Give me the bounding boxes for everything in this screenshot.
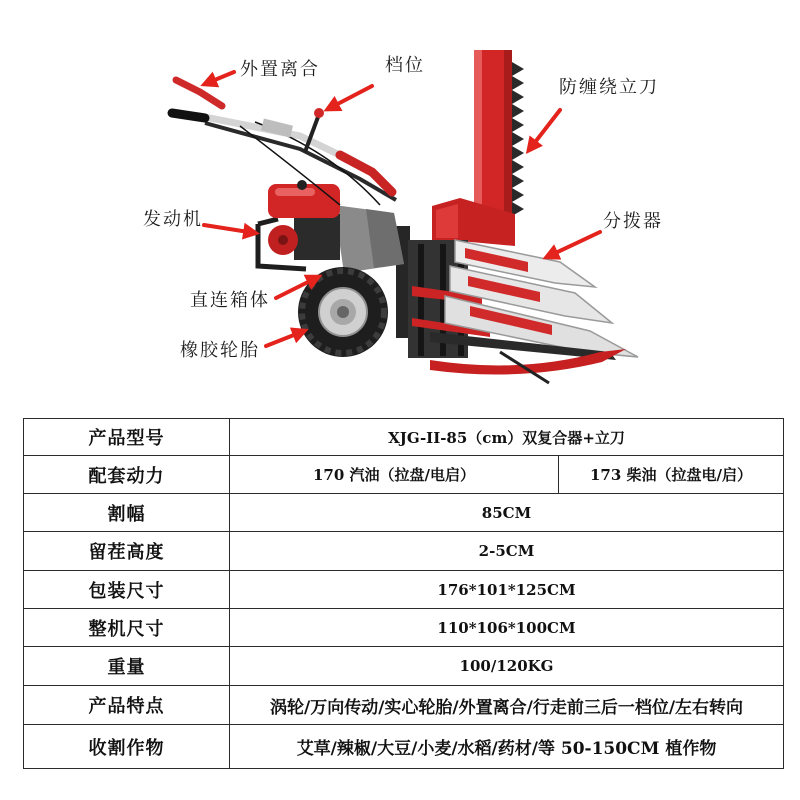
handle-grip (172, 113, 205, 118)
vertical-blade-shadow (504, 50, 512, 232)
engine (258, 180, 340, 269)
spec-value: 2-5CM (230, 532, 784, 571)
clutch-lever (176, 80, 222, 106)
spec-value: 176*101*125CM (230, 571, 784, 609)
spec-label: 割幅 (24, 494, 230, 532)
arrow-crop-divider (547, 232, 600, 257)
spec-label: 配套动力 (24, 456, 230, 494)
chain-bar (418, 244, 424, 356)
spec-row-cutting-width (24, 494, 784, 532)
spec-label: 整机尺寸 (24, 609, 230, 647)
spec-value: 85CM (230, 494, 784, 532)
spec-value: 100/120KG (230, 647, 784, 686)
callout-crop-divider: 分拨器 (603, 211, 663, 232)
recoil-starter-center (278, 235, 288, 245)
gear-lever-knob (314, 108, 324, 118)
arrow-external-clutch (205, 72, 234, 84)
callout-vertical-blade: 防缠绕立刀 (559, 77, 659, 98)
spec-value: 110*106*100CM (230, 609, 784, 647)
spec-label: 留茬高度 (24, 532, 230, 571)
spec-row-features (24, 686, 784, 725)
wheel-hub (337, 306, 349, 318)
spec-row-power (24, 456, 784, 494)
callout-external-clutch: 外置离合 (240, 59, 320, 80)
callout-rubber-tire: 橡胶轮胎 (180, 340, 260, 361)
callout-gear-position: 档位 (385, 55, 425, 76)
arrow-vertical-blade (529, 110, 560, 150)
spec-label: 包装尺寸 (24, 571, 230, 609)
fuel-cap (297, 180, 307, 190)
spec-row-model (24, 419, 784, 456)
spec-row-weight (24, 647, 784, 686)
fuel-tank-highlight (275, 188, 315, 196)
arrow-engine (204, 225, 255, 233)
header-plate-face (436, 204, 458, 238)
crop-divider (430, 240, 638, 360)
spec-label: 产品特点 (24, 686, 230, 725)
spec-value: XJG-II-85（cm）双复合器+立刀 (230, 419, 784, 456)
spec-value-gasoline: 170 汽油（拉盘/电启） (230, 456, 559, 494)
vertical-blade-teeth (512, 62, 524, 216)
spec-value-diesel: 173 柴油（拉盘电/启） (559, 456, 784, 494)
spec-table (23, 418, 784, 769)
spec-label: 收割作物 (24, 725, 230, 769)
spec-label: 产品型号 (24, 419, 230, 456)
engine-crankcase (294, 214, 340, 260)
spec-label: 重量 (24, 647, 230, 686)
spec-row-stubble-height (24, 532, 784, 571)
spec-row-crops (24, 725, 784, 769)
gearbox (334, 205, 404, 273)
callout-engine: 发动机 (143, 209, 203, 230)
spec-row-package-size (24, 571, 784, 609)
callout-gearbox: 直连箱体 (190, 290, 270, 311)
arrow-gear-position (328, 86, 372, 109)
arrow-rubber-tire (266, 331, 304, 346)
spec-value: 涡轮/万向传动/实心轮胎/外置离合/行走前三后一档位/左右转向 (230, 686, 784, 725)
spec-row-machine-size (24, 609, 784, 647)
spec-value: 艾草/辣椒/大豆/小麦/水稻/药材/等 50-150CM 植作物 (230, 725, 784, 769)
